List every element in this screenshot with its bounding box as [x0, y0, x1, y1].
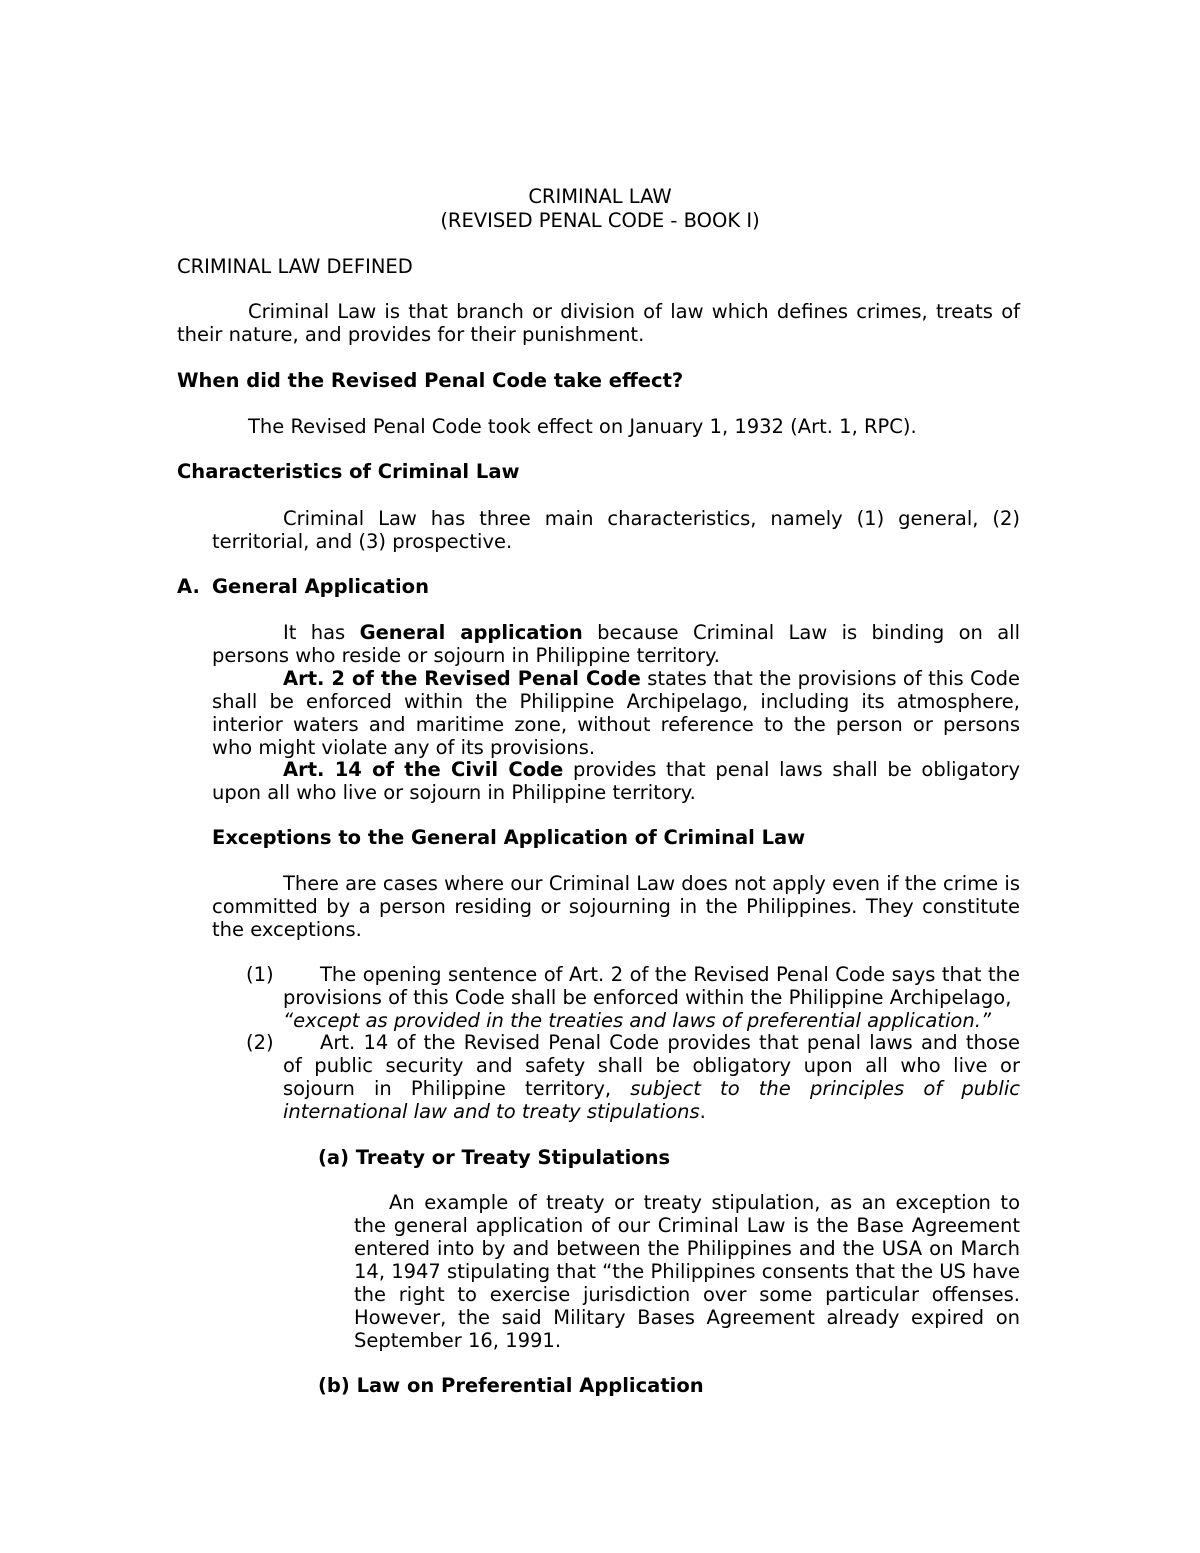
exception-item-2-line-2: of public security and safety shall be obligatory upon all who live or — [283, 1054, 1020, 1077]
defined-line-1: Criminal Law is that branch or division of law which defines crimes, treats of — [248, 300, 1020, 323]
art14-rest: provides that penal laws shall be obligatory — [563, 758, 1020, 781]
exception-item-2-line-4 — [283, 1100, 706, 1124]
marker-a-text: A. — [177, 575, 200, 598]
art2-line-3: interior waters and maritime zone, without reference to the person or persons — [212, 713, 1020, 736]
general-p1-bold: General application — [359, 621, 583, 644]
exception-item-2-number: (2) — [246, 1031, 274, 1054]
general-p1-line-2: persons who reside or sojourn in Philippine territory. — [212, 644, 720, 667]
treaty-heading-text: (a) Treaty or Treaty Stipulations — [318, 1146, 671, 1169]
section-heading-characteristics — [177, 460, 520, 484]
art14-line-2: upon all who live or sojourn in Philippine territory. — [212, 781, 696, 804]
exception-item-1-quote: “except as provided in the treaties and laws of preferential application.” — [283, 1009, 991, 1032]
treaty-line-4: 14, 1947 stipulating that “the Philippines consents that the US have — [354, 1260, 1020, 1283]
art14-bold: Art. 14 of the Civil Code — [283, 758, 564, 781]
treaty-line-2: the general application of our Criminal Law is the Base Agreement — [354, 1214, 1020, 1237]
characteristics-heading-text: Characteristics of Criminal Law — [177, 460, 520, 483]
treaty-line-5: the right to exercise jurisdiction over some particular offenses. — [354, 1283, 1020, 1306]
document-title: CRIMINAL LAW — [528, 185, 672, 208]
exception-item-2-line-3 — [283, 1077, 1020, 1101]
section-heading-defined: CRIMINAL LAW DEFINED — [177, 255, 413, 278]
exception-item-1-line-2: provisions of this Code shall be enforced within the Philippine Archipelago, — [283, 986, 1012, 1009]
exceptions-heading-text: Exceptions to the General Application of Criminal Law — [212, 826, 806, 849]
art2-line-2: shall be enforced within the Philippine Archipelago, including its atmosphere, — [212, 690, 1020, 713]
defined-line-2: their nature, and provides for their punishment. — [177, 323, 645, 346]
exception-item-1-number: (1) — [246, 963, 274, 986]
exception-item-2-line-1: Art. 14 of the Revised Penal Code provides that penal laws and those — [320, 1031, 1020, 1054]
art2-bold: Art. 2 of the Revised Penal Code — [283, 667, 641, 690]
effect-heading-text: When did the Revised Penal Code take effect? — [177, 369, 684, 392]
subsection-heading-preferential — [318, 1374, 704, 1398]
section-heading-exceptions — [212, 826, 805, 850]
section-marker-a — [177, 575, 200, 599]
art14-line-1 — [283, 758, 1020, 782]
general-p1-start: It has — [283, 621, 360, 644]
document-subtitle: (REVISED PENAL CODE - BOOK I) — [440, 209, 760, 232]
treaty-line-6: However, the said Military Bases Agreement already expired on — [354, 1306, 1020, 1329]
exception-item-1-line-3 — [283, 1009, 991, 1033]
item2-line3-start: sojourn in Philippine territory, — [283, 1077, 631, 1100]
art2-rest: states that the provisions of this Code — [640, 667, 1021, 690]
section-heading-effect — [177, 369, 683, 393]
art2-line-4: who might violate any of its provisions. — [212, 736, 596, 759]
subsection-heading-treaty — [318, 1146, 670, 1170]
characteristics-line-1: Criminal Law has three main characteristics, namely (1) general, (2) — [283, 507, 1020, 530]
item2-line4-italic: international law and to treaty stipulations — [283, 1100, 700, 1123]
general-p1-line-1 — [283, 621, 1020, 645]
general-p1-end: because Criminal Law is binding on all — [582, 621, 1020, 644]
treaty-line-3: entered into by and between the Philippines and the USA on March — [354, 1237, 1020, 1260]
characteristics-line-2: territorial, and (3) prospective. — [212, 530, 513, 553]
exceptions-line-1: There are cases where our Criminal Law does not apply even if the crime is — [283, 872, 1020, 895]
treaty-line-7: September 16, 1991. — [354, 1329, 562, 1352]
preferential-heading-text: (b) Law on Preferential Application — [318, 1374, 704, 1397]
item2-line3-italic: subject to the principles of public — [630, 1077, 1020, 1100]
exceptions-line-3: the exceptions. — [212, 918, 362, 941]
exception-item-1-line-1: The opening sentence of Art. 2 of the Revised Penal Code says that the — [320, 963, 1020, 986]
exceptions-line-2: committed by a person residing or sojourning in the Philippines. They constitute — [212, 895, 1020, 918]
art2-line-1 — [283, 667, 1020, 691]
effect-text: The Revised Penal Code took effect on January 1, 1932 (Art. 1, RPC). — [248, 415, 917, 438]
general-heading-text: General Application — [212, 575, 429, 598]
item2-line4-end: . — [699, 1100, 706, 1123]
treaty-line-1: An example of treaty or treaty stipulation, as an exception to — [389, 1191, 1020, 1214]
section-heading-general — [212, 575, 429, 599]
